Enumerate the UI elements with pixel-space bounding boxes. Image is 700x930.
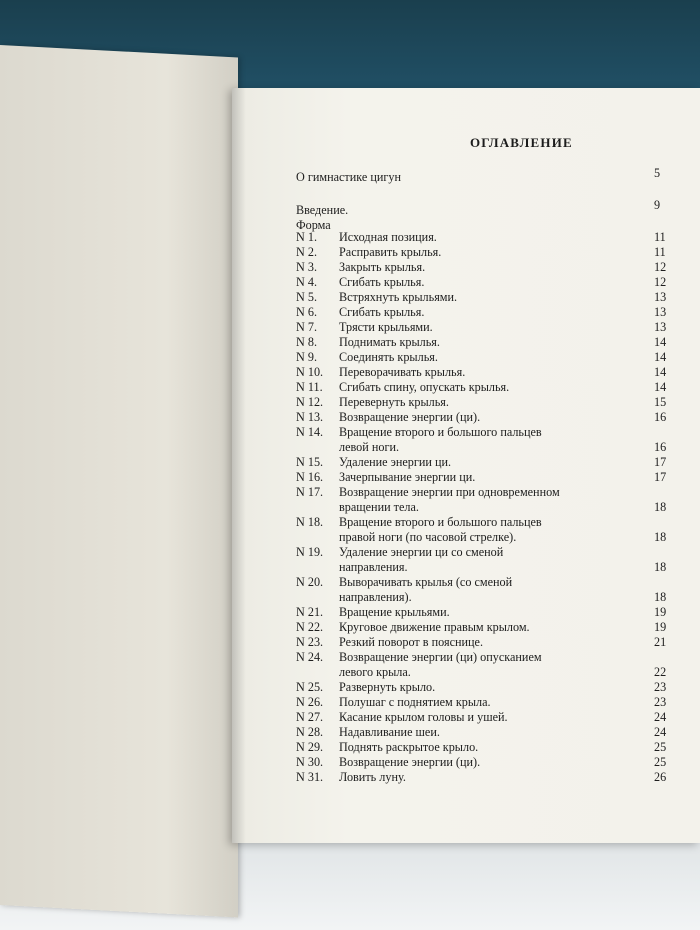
toc-entry [296,590,676,605]
toc-entry-page: 12 [654,275,667,289]
toc-entry-title: Исходная позиция. [339,230,437,244]
toc-entry [296,320,676,335]
toc-title: ОГЛАВЛЕНИЕ [470,135,573,150]
toc-entry-number: N 2. [296,245,317,259]
toc-entry-title: Закрыть крылья. [339,260,426,274]
toc-entry [296,305,676,320]
toc-entry [296,230,676,245]
toc-entry-number: N 25. [296,680,324,694]
toc-entry-number: N 13. [296,410,324,424]
toc-entry-page: 22 [654,665,667,679]
toc-entry-title: Сгибать крылья. [339,305,425,319]
toc-entry-title: Надавливание шеи. [339,725,440,739]
toc-entry-title: Ловить луну. [339,770,406,784]
toc-entry-title: Сгибать спину, опускать крылья. [339,380,510,394]
toc-entry-page: 13 [654,305,667,319]
toc-entry-number: N 26. [296,695,324,709]
toc-entry-title: направления. [339,560,408,574]
toc-entry-page: 12 [654,260,667,274]
toc-entry [296,440,676,455]
toc-entry [296,755,676,770]
toc-entry-page: 18 [654,500,667,514]
toc-entry [296,410,676,425]
toc-entry-page: 5 [654,166,661,180]
toc-entry [296,290,676,305]
toc-entry-title: Зачерпывание энергии ци. [339,470,476,484]
toc-entry-title: Встряхнуть крыльями. [339,290,458,304]
toc-entry-title: Форма [296,218,331,232]
toc-entry-page: 11 [654,245,666,259]
toc-entry-number: N 5. [296,290,317,304]
toc-entry-title: Круговое движение правым крылом. [339,620,530,634]
toc-entry-number: N 22. [296,620,324,634]
toc-entry-number: N 24. [296,650,324,664]
toc-entry [296,275,676,290]
page-gutter-shadow [232,88,246,843]
toc-entry-page: 23 [654,680,667,694]
toc-entry-title: Резкий поворот в пояснице. [339,635,484,649]
toc-entry-number: N 19. [296,545,324,559]
toc-entry-title: Вращение второго и большого пальцев [339,515,542,529]
toc-entry [296,395,676,410]
toc-entry-number: N 17. [296,485,324,499]
toc-entry-number: N 14. [296,425,324,439]
toc-entry-page: 17 [654,455,667,469]
toc-entry-number: N 18. [296,515,324,529]
toc-entry-number: N 6. [296,305,317,319]
toc-entry-page: 19 [654,620,667,634]
toc-entry-number: N 20. [296,575,324,589]
toc-entry [296,665,676,680]
toc-entry [296,545,676,560]
toc-entry [296,380,676,395]
toc-entry [296,335,676,350]
toc-entry-page: 15 [654,395,667,409]
toc-entry-page: 9 [654,198,661,212]
toc-entry-title: Перевернуть крылья. [339,395,449,409]
toc-entry [296,485,676,500]
toc-entry [296,198,676,218]
toc-entry-title: Возвращение энергии (ци). [339,410,481,424]
toc-entry-title: Касание крылом головы и ушей. [339,710,508,724]
toc-entry-title: Выворачивать крылья (со сменой [339,575,513,589]
toc-entry [296,680,676,695]
toc-entry [296,770,676,785]
toc-entry [296,500,676,515]
toc-entry-title: Полушаг с поднятием крыла. [339,695,491,709]
toc-entry-title: Вращение крыльями. [339,605,450,619]
toc-entry-page: 14 [654,380,667,394]
toc-entry [296,740,676,755]
toc-entry [296,575,676,590]
toc-entry-number: N 10. [296,365,324,379]
toc-entry [296,425,676,440]
toc-entry-page: 13 [654,290,667,304]
toc-entry [296,350,676,365]
toc-entry [296,530,676,545]
toc-entry-title: Переворачивать крылья. [339,365,466,379]
toc-entry [296,245,676,260]
toc-entry [296,260,676,275]
toc-entry [296,470,676,485]
toc-entry [296,725,676,740]
toc-entry-title: Удаление энергии ци со сменой [339,545,504,559]
toc-entry [296,605,676,620]
toc-entry-page: 14 [654,350,667,364]
toc-entry [296,695,676,710]
toc-entry-number: N 16. [296,470,324,484]
toc-entry [296,560,676,575]
toc-entry-page: 14 [654,365,667,379]
toc-entry-page: 25 [654,755,667,769]
toc-entry-number: N 29. [296,740,324,754]
toc-entry-number: N 15. [296,455,324,469]
toc-entry [296,635,676,650]
toc-entry-page: 24 [654,725,667,739]
toc-entry-number: N 3. [296,260,317,274]
toc-entry-page: 16 [654,410,667,424]
toc-entry [296,166,676,185]
toc-entry-title: Поднимать крылья. [339,335,440,349]
toc-entry-title: вращении тела. [339,500,419,514]
toc-entry-page: 19 [654,605,667,619]
toc-entry-number: N 8. [296,335,317,349]
toc-entry-title: Возвращение энергии (ци). [339,755,481,769]
toc-entry-page: 18 [654,560,667,574]
toc-entry-title: Поднять раскрытое крыло. [339,740,479,754]
toc-entry-page: 17 [654,470,667,484]
toc-entry [296,455,676,470]
toc-entry-title: Соединять крылья. [339,350,438,364]
toc-entry-title: Расправить крылья. [339,245,442,259]
toc-entry-page: 26 [654,770,667,784]
toc-entry-number: N 1. [296,230,317,244]
toc-entry-title: Развернуть крыло. [339,680,436,694]
toc-entry-title: Сгибать крылья. [339,275,425,289]
toc-entry-title: правой ноги (по часовой стрелке). [339,530,517,544]
toc-entry-title: направления). [339,590,412,604]
toc-entry-number: N 23. [296,635,324,649]
toc-entry [296,650,676,665]
toc-entry-title: О гимнастике цигун [296,170,402,184]
toc-entry [296,365,676,380]
toc-entry-number: N 11. [296,380,323,394]
toc-entry-page: 11 [654,230,666,244]
toc-entry [296,620,676,635]
toc-entry-number: N 7. [296,320,317,334]
toc-entry-number: N 27. [296,710,324,724]
toc-entry-page: 23 [654,695,667,709]
toc-entry-title: Трясти крыльями. [339,320,433,334]
toc-entry-title: Возвращение энергии при одновременном [339,485,560,499]
toc-entry-title: Удаление энергии ци. [339,455,452,469]
left-page [0,45,238,917]
toc-entry-title: левого крыла. [339,665,411,679]
toc-entry-number: N 31. [296,770,324,784]
toc-entry-number: N 4. [296,275,317,289]
toc-entry-page: 25 [654,740,667,754]
toc-entry-number: N 21. [296,605,324,619]
toc-entry-title: Вращение второго и большого пальцев [339,425,542,439]
toc-entry-number: N 12. [296,395,324,409]
toc-entry [296,710,676,725]
toc-entry-title: Введение. [296,203,349,217]
toc-entry-number: N 9. [296,350,317,364]
toc-entry-title: левой ноги. [339,440,400,454]
toc-entry-page: 21 [654,635,667,649]
toc-entry [296,515,676,530]
toc-entry-page: 24 [654,710,667,724]
toc-entry-number: N 30. [296,755,324,769]
toc-entry-page: 13 [654,320,667,334]
toc-entry-title: Возвращение энергии (ци) опусканием [339,650,542,664]
toc-entry-page: 18 [654,590,667,604]
toc-entry-page: 18 [654,530,667,544]
toc-entry-page: 14 [654,335,667,349]
toc-entry-number: N 28. [296,725,324,739]
toc-entry-page: 16 [654,440,667,454]
